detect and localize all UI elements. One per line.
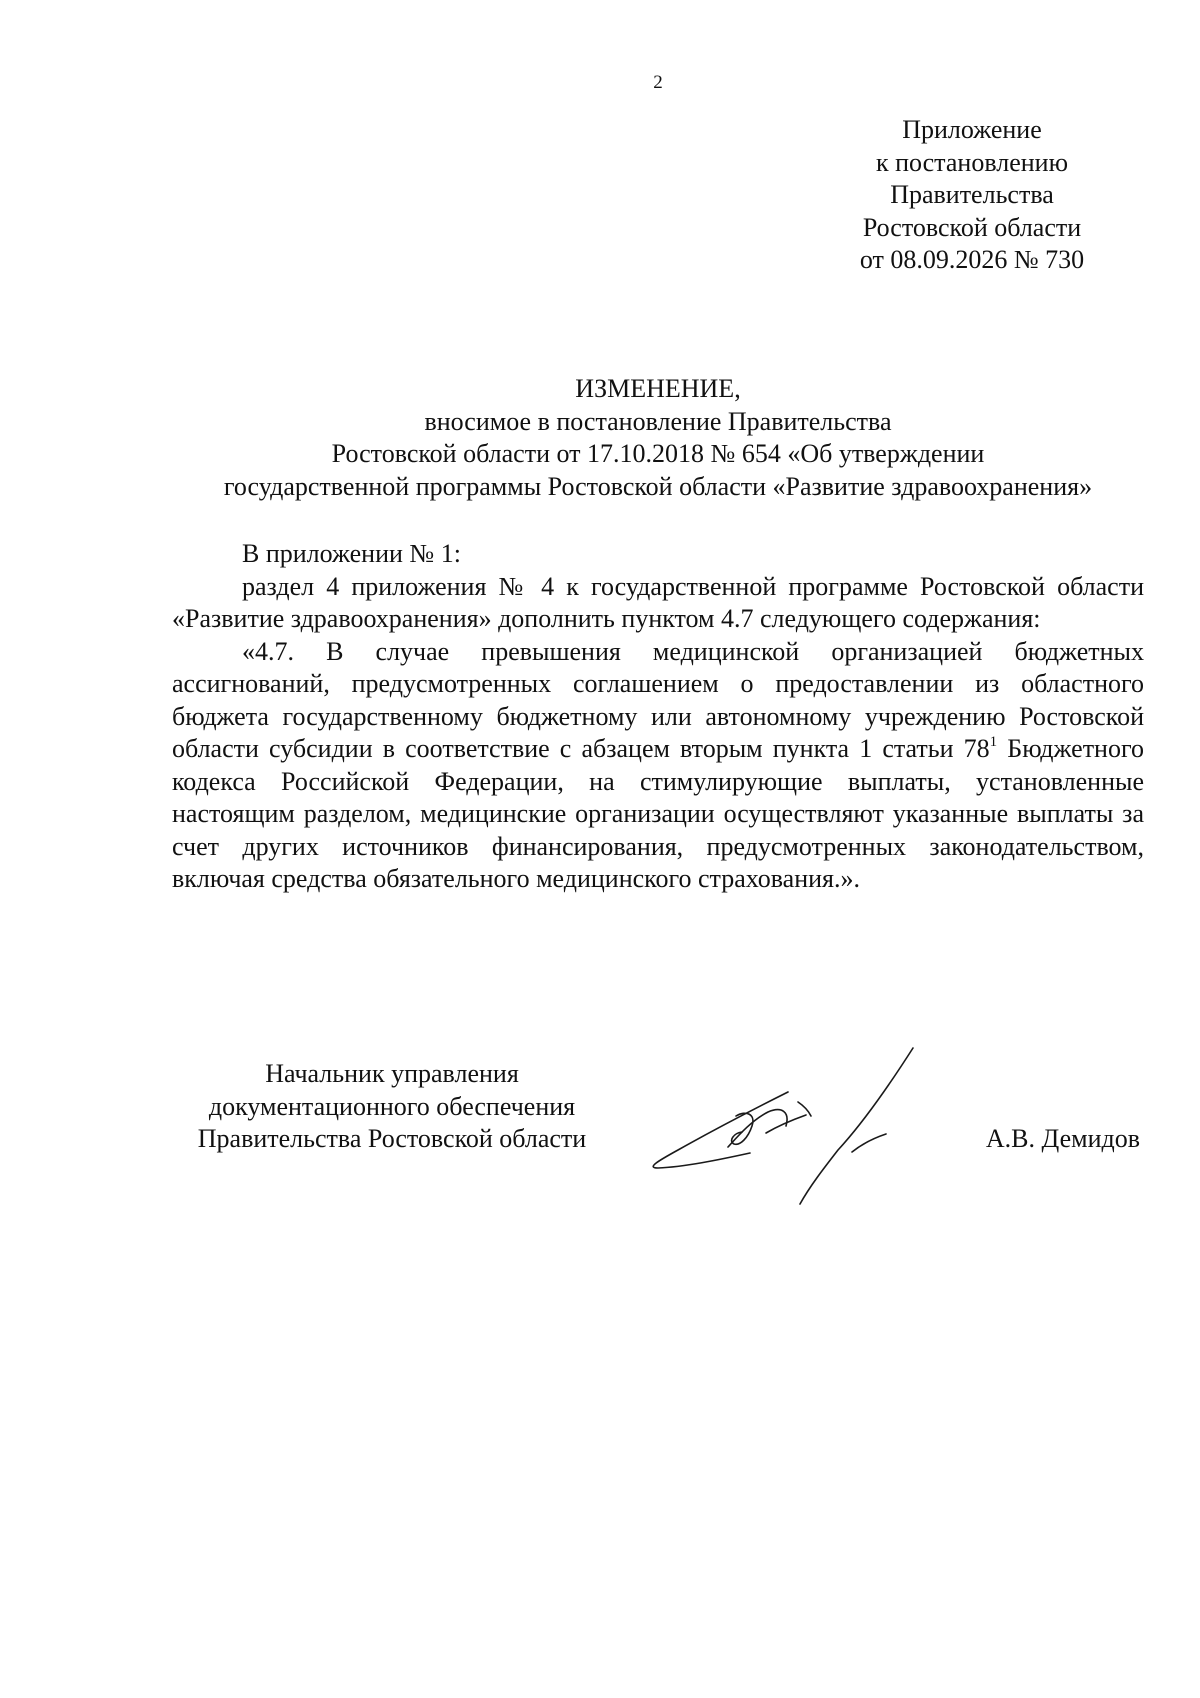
appendix-line: Приложение [902, 115, 1042, 144]
body-paragraph: В приложении № 1: [242, 539, 461, 568]
appendix-block [822, 114, 1122, 277]
position-line: Правительства Ростовской области [197, 1124, 587, 1153]
appendix-line: Правительства [890, 180, 1054, 209]
appendix-line: к постановлению [875, 147, 1069, 177]
appendix-line: от 08.09.2026 № 730 [859, 245, 1085, 274]
signatory-position [172, 1058, 612, 1156]
signer-name: А.В. Демидов [985, 1124, 1140, 1153]
amendment-text-part1: «4.7. В случае превышения медицинской организацией бюджетных ассигнований, предусмотренных соглашением о предоставлении из областного бюджета государственному бюджетному или автономному учреждению Ростовской области субсидии в соответствие с абзацем вторым пункта 1 статьи 78 [172, 636, 1144, 763]
title-line: государственной программы Ростовской области «Развитие здравоохранения» [223, 471, 1093, 501]
page-number: 2 [653, 72, 663, 93]
body-paragraph: раздел 4 приложения № 4 к государственной программе Ростовской области «Развитие здравоохранения» дополнить пунктом 4.7 следующего содержания: [172, 571, 1144, 633]
body-paragraph-amendment [172, 636, 1144, 896]
handwritten-signature [648, 1040, 938, 1210]
position-line: документационного обеспечения [208, 1091, 576, 1121]
document-body [172, 538, 1144, 896]
title-line: Ростовской области от 17.10.2018 № 654 «Об утверждении [331, 439, 985, 468]
title-heading: ИЗМЕНЕНИЕ, [575, 374, 741, 403]
article-superscript: 1 [989, 734, 998, 750]
position-line: Начальник управления [265, 1059, 519, 1088]
document-title [172, 373, 1144, 503]
title-line: вносимое в постановление Правительства [424, 406, 892, 436]
appendix-line: Ростовской области [862, 212, 1082, 242]
amendment-text-part2: Бюджетного кодекса Российской Федерации, на стимулирующие выплаты, установленные настоящим разделом, медицинские организации осуществляют указанные выплаты за счет других источников финансирования, предусмотренных законодательством, включая средства обязательного медицинского страхования.». [172, 734, 1144, 893]
